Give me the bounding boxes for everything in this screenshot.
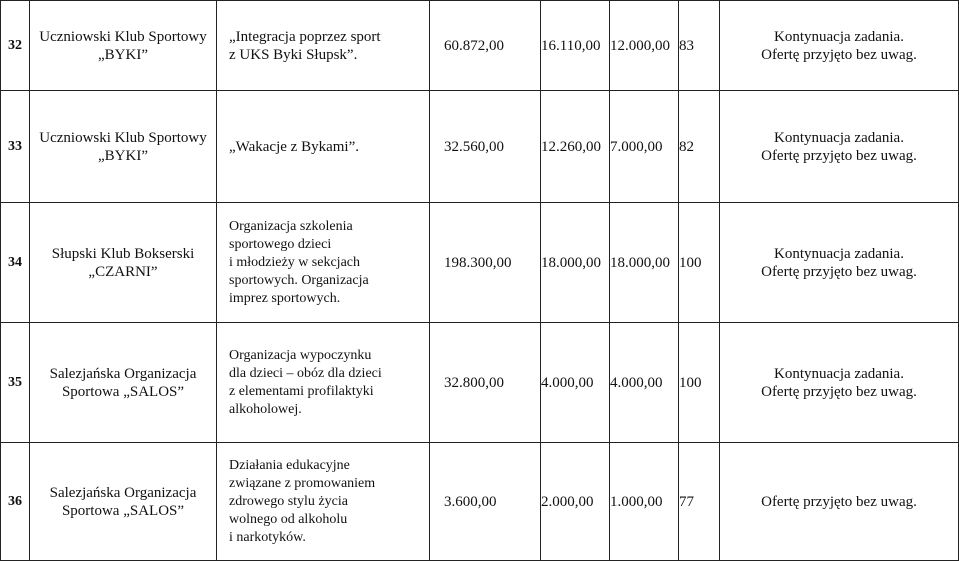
organization-cell [30,323,217,443]
status-text: Kontynuacja zadania. [774,28,904,45]
organization-name: Salezjańska Organizacja [49,484,197,501]
table-row [1,443,959,561]
row-number: 33 [1,91,30,203]
organization-name: Sportowa „SALOS” [61,383,185,400]
points: 77 [679,443,720,561]
status-text: Ofertę przyjęto bez uwag. [761,383,917,400]
organization-cell [30,1,217,91]
status-cell [720,203,959,323]
granted-amount: 1.000,00 [610,443,679,561]
organization-name: Salezjańska Organizacja [49,365,197,382]
task-title-cell [217,323,430,443]
total-cost: 32.560,00 [430,91,541,203]
granted-amount: 12.000,00 [610,1,679,91]
organization-name: Słupski Klub Bokserski [51,245,195,262]
points: 83 [679,1,720,91]
points: 82 [679,91,720,203]
table-row [1,203,959,323]
status-text: Ofertę przyjęto bez uwag. [761,46,917,63]
organization-name: Uczniowski Klub Sportowy [39,28,207,45]
table-row [1,91,959,203]
task-title: alkoholowej. [229,401,302,417]
granted-amount: 4.000,00 [610,323,679,443]
task-title: „Integracja poprzez sport [229,28,381,45]
organization-cell [30,443,217,561]
row-number: 32 [1,1,30,91]
table-row [1,1,959,91]
task-title: z UKS Byki Słupsk”. [229,46,358,63]
task-title: Działania edukacyjne [229,457,350,473]
task-title: i młodzieży w sekcjach [229,254,361,270]
total-cost: 3.600,00 [430,443,541,561]
task-title: sportowych. Organizacja [229,272,369,288]
requested-amount: 18.000,00 [541,203,610,323]
status-cell [720,1,959,91]
organization-name: „BYKI” [98,147,148,164]
requested-amount: 12.260,00 [541,91,610,203]
status-text: Ofertę przyjęto bez uwag. [761,263,917,280]
task-title: Organizacja szkolenia [229,218,353,234]
status-text: Kontynuacja zadania. [774,245,904,262]
task-title: sportowego dzieci [229,236,332,252]
task-title: imprez sportowych. [229,290,341,306]
task-title: zdrowego stylu życia [229,493,348,509]
task-title-cell [217,443,430,561]
granted-amount: 18.000,00 [610,203,679,323]
task-title: wolnego od alkoholu [229,511,348,527]
total-cost: 32.800,00 [430,323,541,443]
task-title: i narkotyków. [229,529,306,545]
status-text: Kontynuacja zadania. [774,365,904,382]
row-number: 36 [1,443,30,561]
table-row [1,323,959,443]
status-text: Kontynuacja zadania. [774,129,904,146]
organization-name: „BYKI” [98,46,148,63]
task-title-cell [217,1,430,91]
status-text: Ofertę przyjęto bez uwag. [761,147,917,164]
granted-amount: 7.000,00 [610,91,679,203]
task-title: dla dzieci – obóz dla dzieci [229,365,382,381]
status-cell [720,91,959,203]
status-cell [720,323,959,443]
status-cell [720,443,959,561]
requested-amount: 4.000,00 [541,323,610,443]
row-number: 34 [1,203,30,323]
task-title-cell [217,203,430,323]
organization-name: „CZARNI” [88,263,158,280]
total-cost: 60.872,00 [430,1,541,91]
organization-cell [30,91,217,203]
row-number: 35 [1,323,30,443]
organization-cell [30,203,217,323]
status-text: Ofertę przyjęto bez uwag. [761,493,917,510]
organization-name: Sportowa „SALOS” [61,502,185,519]
task-title: związane z promowaniem [229,475,376,491]
task-title: Organizacja wypoczynku [229,347,372,363]
requested-amount: 2.000,00 [541,443,610,561]
points: 100 [679,323,720,443]
organization-name: Uczniowski Klub Sportowy [39,129,207,146]
points: 100 [679,203,720,323]
task-title: z elementami profilaktyki [229,383,374,399]
task-title-cell [217,91,430,203]
total-cost: 198.300,00 [430,203,541,323]
requested-amount: 16.110,00 [541,1,610,91]
task-title: „Wakacje z Bykami”. [229,138,359,155]
